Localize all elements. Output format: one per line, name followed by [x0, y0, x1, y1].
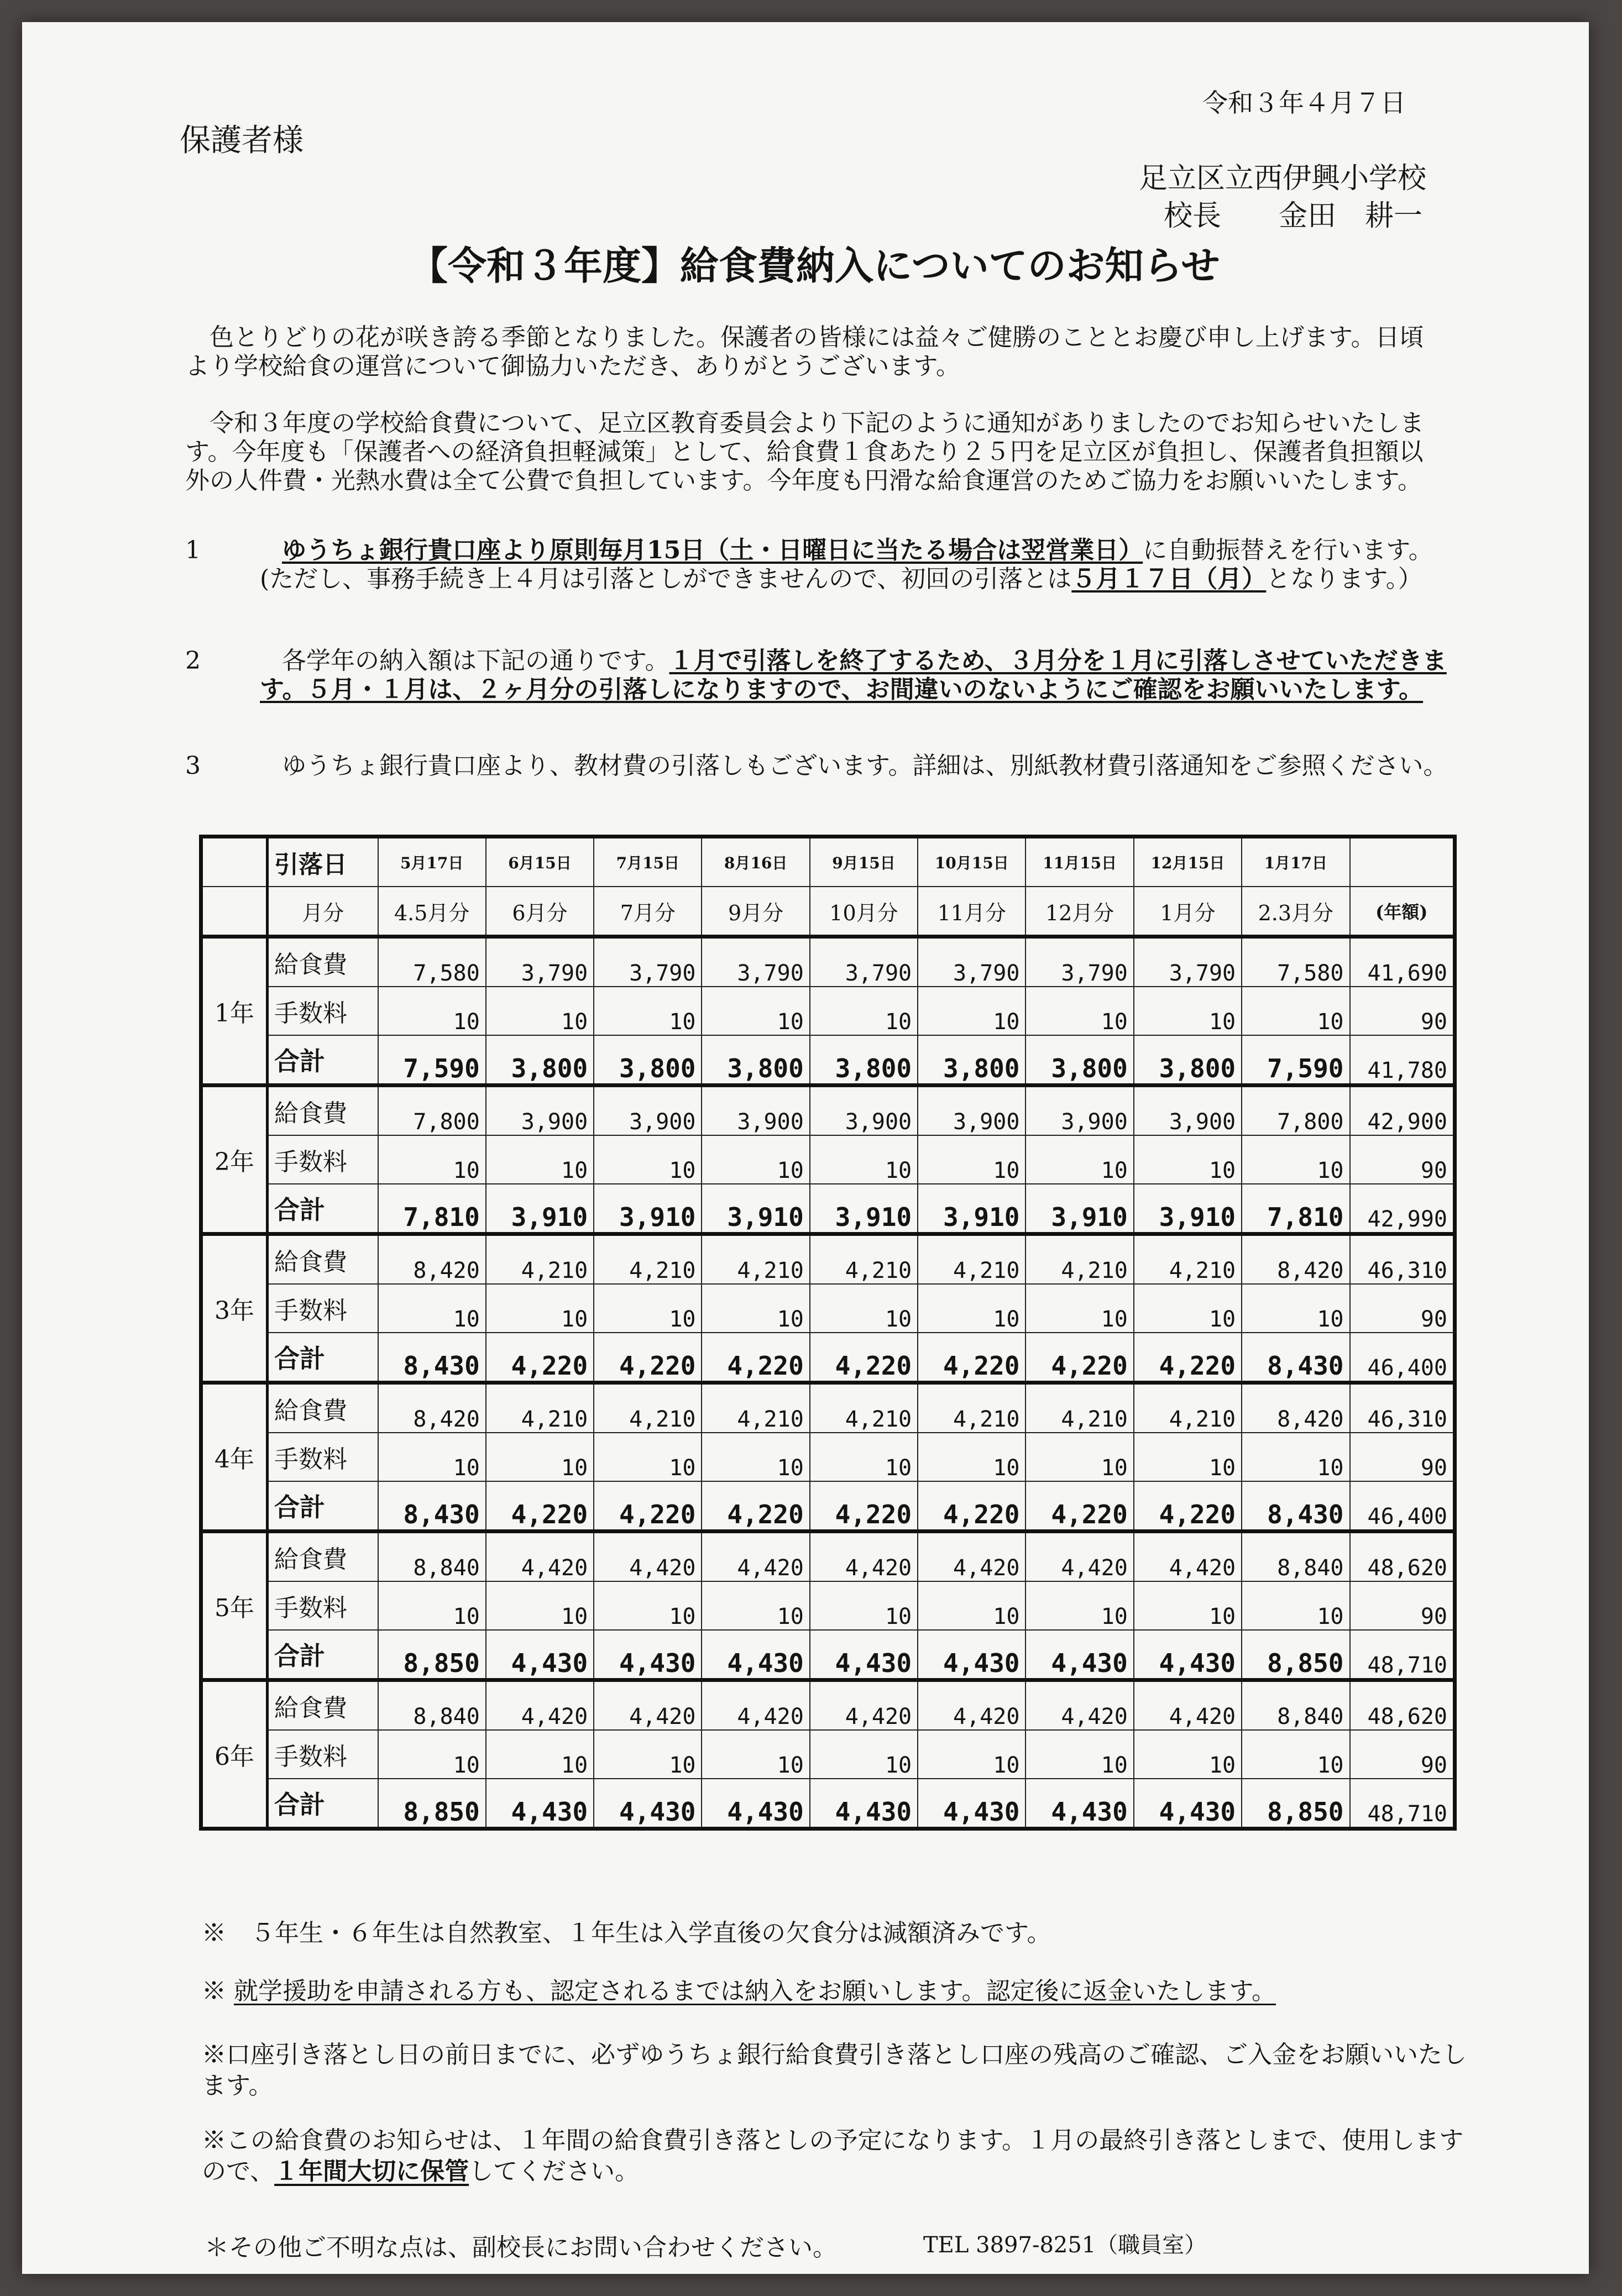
amount-cell: 10	[1134, 1433, 1242, 1481]
amount-cell: 10	[1025, 987, 1133, 1035]
amount-cell: 10	[486, 1284, 594, 1333]
amount-cell: 3,800	[1134, 1035, 1242, 1086]
annual-amount: 42,900	[1350, 1086, 1455, 1136]
annual-amount: 90	[1350, 987, 1455, 1035]
amount-cell: 7,580	[378, 937, 486, 987]
withdrawal-date: 9月15日	[810, 837, 918, 887]
note-4-emphasis: １年間大切に保管	[274, 2157, 469, 2185]
amount-cell: 10	[918, 987, 1025, 1035]
row-label: 合計	[268, 1184, 378, 1234]
amount-cell: 7,590	[378, 1035, 486, 1086]
document-date: 令和３年４月７日	[1202, 88, 1406, 118]
amount-cell: 3,910	[702, 1184, 809, 1234]
total-row	[201, 1779, 1455, 1829]
amount-cell: 10	[1242, 1730, 1349, 1779]
amount-cell: 3,790	[810, 937, 918, 987]
amount-cell: 4,430	[810, 1779, 918, 1829]
amount-cell: 4,430	[594, 1779, 702, 1829]
amount-cell: 4,220	[594, 1333, 702, 1383]
amount-cell: 4,210	[810, 1234, 918, 1285]
amount-cell: 10	[378, 1433, 486, 1481]
handling-fee-row	[201, 1135, 1455, 1184]
amount-cell: 4,210	[486, 1234, 594, 1285]
item-2-emphasis: １月で引落しを終了するため、３月分を１月に引落しさせていただきます。５月・１月は、２ヶ月分の引落しになりますので、お間違いのないようにご確認をお願いいたします。	[260, 647, 1447, 704]
total-row	[201, 1481, 1455, 1532]
amount-cell: 8,850	[1242, 1779, 1349, 1829]
withdrawal-date: 11月15日	[1025, 837, 1133, 887]
amount-cell: 10	[918, 1135, 1025, 1184]
note-4	[202, 2125, 1473, 2187]
amount-cell: 8,840	[1242, 1532, 1349, 1582]
amount-cell: 8,420	[378, 1383, 486, 1433]
annual-amount: 48,710	[1350, 1779, 1455, 1829]
amount-cell: 4,210	[810, 1383, 918, 1433]
item-number: 1	[185, 536, 201, 564]
item-1-tail: となります。）	[1266, 565, 1422, 593]
annual-amount: 48,710	[1350, 1630, 1455, 1680]
withdrawal-date: 7月15日	[594, 837, 702, 887]
row-label: 手数料	[268, 1433, 378, 1481]
amount-cell: 3,790	[918, 937, 1025, 987]
amount-cell: 8,420	[378, 1234, 486, 1285]
amount-cell: 8,430	[1242, 1333, 1349, 1383]
amount-cell: 10	[918, 1581, 1025, 1630]
amount-cell: 4,430	[702, 1779, 809, 1829]
amount-cell: 10	[918, 1433, 1025, 1481]
amount-cell: 4,430	[918, 1630, 1025, 1680]
amount-cell: 10	[1025, 1433, 1133, 1481]
amount-cell: 4,420	[1134, 1680, 1242, 1731]
amount-cell: 10	[702, 1433, 809, 1481]
table-corner	[201, 837, 268, 887]
amount-cell: 4,420	[486, 1680, 594, 1731]
amount-cell: 3,910	[486, 1184, 594, 1234]
annual-amount: 48,620	[1350, 1680, 1455, 1731]
amount-cell: 8,840	[378, 1532, 486, 1582]
note-mark: ※	[202, 1977, 226, 2005]
grade-label: 4年	[201, 1383, 268, 1532]
amount-cell: 4,430	[1134, 1630, 1242, 1680]
annual-amount: 90	[1350, 1135, 1455, 1184]
amount-cell: 3,900	[594, 1086, 702, 1136]
amount-cell: 4,220	[918, 1481, 1025, 1532]
amount-cell: 10	[594, 1433, 702, 1481]
note-2	[202, 1976, 1473, 2007]
row-label: 手数料	[268, 1135, 378, 1184]
amount-cell: 4,430	[1134, 1779, 1242, 1829]
table-row-dates	[201, 837, 1455, 887]
amount-cell: 10	[594, 987, 702, 1035]
amount-cell: 8,430	[378, 1333, 486, 1383]
amount-cell: 10	[1242, 1433, 1349, 1481]
row-label: 手数料	[268, 987, 378, 1035]
contact-text: ＊その他ご不明な点は、副校長にお問い合わせください。	[205, 2234, 837, 2262]
amount-cell: 8,430	[378, 1481, 486, 1532]
row-label: 給食費	[268, 1383, 378, 1433]
item-1-text: に自動振替えを行います。(ただし、事務手続き上４月は引落としができませんので、初回の引落とは	[260, 536, 1433, 593]
note-2-text: 就学援助を申請される方も、認定されるまでは納入をお願いします。認定後に返金いたします。	[234, 1977, 1276, 2005]
item-1-emphasis: ゆうちょ銀行貴口座より原則毎月15日（土・日曜日に当たる場合は翌営業日）	[282, 536, 1143, 564]
amount-cell: 10	[702, 987, 809, 1035]
amount-cell: 4,210	[1025, 1234, 1133, 1285]
annual-amount: 90	[1350, 1730, 1455, 1779]
amount-cell: 10	[486, 1581, 594, 1630]
amount-cell: 3,790	[1025, 937, 1133, 987]
amount-cell: 10	[594, 1730, 702, 1779]
item-number: 3	[185, 752, 201, 780]
amount-cell: 7,810	[1242, 1184, 1349, 1234]
school-lunch-fee-row	[201, 1532, 1455, 1582]
withdrawal-date: 10月15日	[918, 837, 1025, 887]
amount-cell: 3,790	[594, 937, 702, 987]
billing-month: 6月分	[486, 887, 594, 937]
amount-cell: 10	[594, 1135, 702, 1184]
billing-month: 9月分	[702, 887, 809, 937]
row-label: 合計	[268, 1630, 378, 1680]
amount-cell: 3,900	[1134, 1086, 1242, 1136]
billing-month: 2.3月分	[1242, 887, 1349, 937]
item-3	[260, 752, 1448, 780]
grade-label: 6年	[201, 1680, 268, 1829]
amount-cell: 4,430	[486, 1630, 594, 1680]
amount-cell: 10	[1025, 1135, 1133, 1184]
amount-cell: 10	[1134, 1581, 1242, 1630]
amount-cell: 10	[810, 1284, 918, 1333]
row-label: 合計	[268, 1035, 378, 1086]
amount-cell: 10	[1025, 1284, 1133, 1333]
withdrawal-date: 5月17日	[378, 837, 486, 887]
annual-amount: 41,780	[1350, 1035, 1455, 1086]
note-3: ※口座引き落とし日の前日までに、必ずゆうちょ銀行給食費引き落とし口座の残高のご確認、ご入金をお願いいたします。	[202, 2041, 1467, 2100]
annual-amount: 41,690	[1350, 937, 1455, 987]
billing-month: 11月分	[918, 887, 1025, 937]
amount-cell: 4,430	[810, 1630, 918, 1680]
school-lunch-fee-row	[201, 1383, 1455, 1433]
amount-cell: 7,800	[1242, 1086, 1349, 1136]
amount-cell: 10	[1134, 987, 1242, 1035]
amount-cell: 3,910	[594, 1184, 702, 1234]
row-label: 給食費	[268, 1086, 378, 1136]
amount-cell: 4,420	[486, 1532, 594, 1582]
amount-cell: 10	[486, 987, 594, 1035]
principal-name: 校長 金田 耕一	[1164, 200, 1423, 233]
amount-cell: 4,220	[486, 1481, 594, 1532]
withdrawal-date: 1月17日	[1242, 837, 1349, 887]
amount-cell: 10	[378, 1581, 486, 1630]
grade-label: 5年	[201, 1532, 268, 1680]
total-row	[201, 1333, 1455, 1383]
school-name: 足立区立西伊興小学校	[1139, 162, 1427, 195]
amount-cell: 10	[1242, 987, 1349, 1035]
amount-cell: 10	[486, 1730, 594, 1779]
amount-cell: 4,220	[1025, 1481, 1133, 1532]
annual-amount: 46,310	[1350, 1234, 1455, 1285]
amount-cell: 3,910	[1025, 1184, 1133, 1234]
amount-cell: 7,800	[378, 1086, 486, 1136]
handling-fee-row	[201, 987, 1455, 1035]
amount-cell: 10	[918, 1730, 1025, 1779]
amount-cell: 10	[1025, 1581, 1133, 1630]
row-label: 合計	[268, 1481, 378, 1532]
amount-cell: 8,420	[1242, 1234, 1349, 1285]
amount-cell: 10	[486, 1433, 594, 1481]
intro-paragraph-2: 令和３年度の学校給食費について、足立区教育委員会より下記のように通知がありましたのでお知らせいたします。今年度も「保護者への経済負担軽減策」として、給食費１食あたり２５円を足立区が負担し、保護者負担額以外の人件費・光熱水費は全て公費で負担しています。今年度も円滑な給食運営のためご協力をお願いいたします。	[185, 409, 1424, 495]
document-page	[22, 22, 1589, 2274]
handling-fee-row	[201, 1433, 1455, 1481]
item-1-date: ５月１７日（月）	[1071, 565, 1267, 593]
amount-cell: 4,420	[594, 1680, 702, 1731]
annual-label: (年額)	[1350, 887, 1455, 937]
amount-cell: 8,850	[1242, 1630, 1349, 1680]
amount-cell: 3,800	[486, 1035, 594, 1086]
amount-cell: 4,430	[918, 1779, 1025, 1829]
amount-cell: 8,840	[1242, 1680, 1349, 1731]
row-label: 合計	[268, 1779, 378, 1829]
row-label: 給食費	[268, 1532, 378, 1582]
school-lunch-fee-row	[201, 1680, 1455, 1731]
amount-cell: 10	[378, 1284, 486, 1333]
amount-cell: 10	[1242, 1135, 1349, 1184]
total-row	[201, 1184, 1455, 1234]
grade-label: 2年	[201, 1086, 268, 1234]
note-1: ※ ５年生・６年生は自然教室、１年生は入学直後の欠食分は減額済みです。	[202, 1919, 1051, 1947]
amount-cell: 4,420	[918, 1680, 1025, 1731]
amount-cell: 3,790	[702, 937, 809, 987]
row-label: 手数料	[268, 1581, 378, 1630]
amount-cell: 4,220	[702, 1333, 809, 1383]
amount-cell: 4,420	[1025, 1680, 1133, 1731]
grade-label: 3年	[201, 1234, 268, 1383]
row-label: 給食費	[268, 1234, 378, 1285]
amount-cell: 4,220	[1134, 1481, 1242, 1532]
item-2	[260, 647, 1448, 704]
amount-cell: 3,800	[810, 1035, 918, 1086]
amount-cell: 4,220	[594, 1481, 702, 1532]
amount-cell: 8,850	[378, 1630, 486, 1680]
item-2-text: 各学年の納入額は下記の通りです。	[282, 647, 669, 675]
amount-cell: 4,220	[810, 1333, 918, 1383]
amount-cell: 8,430	[1242, 1481, 1349, 1532]
empty-cell	[1350, 837, 1455, 887]
amount-cell: 4,210	[594, 1383, 702, 1433]
amount-cell: 3,800	[918, 1035, 1025, 1086]
school-lunch-fee-row	[201, 1234, 1455, 1285]
amount-cell: 4,420	[810, 1680, 918, 1731]
amount-cell: 10	[1242, 1284, 1349, 1333]
amount-cell: 8,850	[378, 1779, 486, 1829]
amount-cell: 8,840	[378, 1680, 486, 1731]
amount-cell: 4,220	[1025, 1333, 1133, 1383]
addressee: 保護者様	[180, 123, 304, 159]
amount-cell: 4,210	[702, 1383, 809, 1433]
annual-amount: 48,620	[1350, 1532, 1455, 1582]
amount-cell: 4,430	[594, 1630, 702, 1680]
amount-cell: 10	[378, 1730, 486, 1779]
amount-cell: 3,910	[918, 1184, 1025, 1234]
annual-amount: 46,400	[1350, 1333, 1455, 1383]
amount-cell: 4,210	[1134, 1383, 1242, 1433]
annual-amount: 42,990	[1350, 1184, 1455, 1234]
amount-cell: 3,900	[702, 1086, 809, 1136]
amount-cell: 4,210	[702, 1234, 809, 1285]
row-label: 手数料	[268, 1284, 378, 1333]
amount-cell: 4,210	[1134, 1234, 1242, 1285]
row-label-withdrawal-date: 引落日	[268, 837, 378, 887]
billing-month: 10月分	[810, 887, 918, 937]
amount-cell: 4,420	[810, 1532, 918, 1582]
billing-month: 12月分	[1025, 887, 1133, 937]
row-label: 給食費	[268, 1680, 378, 1731]
total-row	[201, 1035, 1455, 1086]
billing-month: 7月分	[594, 887, 702, 937]
school-lunch-fee-row	[201, 1086, 1455, 1136]
amount-cell: 10	[702, 1284, 809, 1333]
amount-cell: 4,420	[594, 1532, 702, 1582]
amount-cell: 7,810	[378, 1184, 486, 1234]
total-row	[201, 1630, 1455, 1680]
amount-cell: 3,800	[1025, 1035, 1133, 1086]
telephone: TEL 3897-8251（職員室）	[923, 2232, 1207, 2258]
amount-cell: 10	[594, 1284, 702, 1333]
billing-month: 1月分	[1134, 887, 1242, 937]
amount-cell: 4,420	[702, 1680, 809, 1731]
billing-month: 4.5月分	[378, 887, 486, 937]
row-label-month: 月分	[268, 887, 378, 937]
amount-cell: 10	[1025, 1730, 1133, 1779]
annual-amount: 46,310	[1350, 1383, 1455, 1433]
amount-cell: 4,220	[702, 1481, 809, 1532]
amount-cell: 4,430	[486, 1779, 594, 1829]
withdrawal-date: 8月16日	[702, 837, 809, 887]
amount-cell: 3,900	[1025, 1086, 1133, 1136]
handling-fee-row	[201, 1284, 1455, 1333]
amount-cell: 3,900	[918, 1086, 1025, 1136]
amount-cell: 10	[486, 1135, 594, 1184]
annual-amount: 90	[1350, 1581, 1455, 1630]
amount-cell: 3,800	[594, 1035, 702, 1086]
amount-cell: 10	[1134, 1284, 1242, 1333]
amount-cell: 4,430	[702, 1630, 809, 1680]
amount-cell: 4,420	[1134, 1532, 1242, 1582]
amount-cell: 10	[810, 987, 918, 1035]
withdrawal-date: 6月15日	[486, 837, 594, 887]
amount-cell: 10	[810, 1135, 918, 1184]
row-label: 手数料	[268, 1730, 378, 1779]
row-label: 合計	[268, 1333, 378, 1383]
amount-cell: 4,420	[1025, 1532, 1133, 1582]
amount-cell: 10	[702, 1730, 809, 1779]
amount-cell: 4,220	[486, 1333, 594, 1383]
amount-cell: 3,910	[1134, 1184, 1242, 1234]
table-corner	[201, 887, 268, 937]
amount-cell: 4,220	[1134, 1333, 1242, 1383]
amount-cell: 7,590	[1242, 1035, 1349, 1086]
note-4-text: ※この給食費のお知らせは、１年間の給食費引き落としの予定になります。１月の最終引き落としまで、使用しますので、	[202, 2126, 1464, 2185]
amount-cell: 8,420	[1242, 1383, 1349, 1433]
item-1	[260, 536, 1448, 594]
amount-cell: 4,210	[918, 1234, 1025, 1285]
withdrawal-date: 12月15日	[1134, 837, 1242, 887]
amount-cell: 10	[918, 1284, 1025, 1333]
item-number: 2	[185, 647, 201, 675]
amount-cell: 10	[1134, 1135, 1242, 1184]
note-4-tail: してください。	[469, 2157, 640, 2185]
amount-cell: 10	[810, 1433, 918, 1481]
amount-cell: 4,220	[810, 1481, 918, 1532]
document-title: 【令和３年度】給食費納入についてのお知らせ	[409, 243, 1220, 289]
amount-cell: 10	[378, 1135, 486, 1184]
amount-cell: 3,900	[486, 1086, 594, 1136]
amount-cell: 3,900	[810, 1086, 918, 1136]
amount-cell: 4,210	[918, 1383, 1025, 1433]
handling-fee-row	[201, 1730, 1455, 1779]
amount-cell: 4,210	[1025, 1383, 1133, 1433]
annual-amount: 90	[1350, 1284, 1455, 1333]
item-3-text: ゆうちょ銀行貴口座より、教材費の引落しもございます。詳細は、別紙教材費引落通知をご参照ください。	[282, 752, 1448, 780]
fee-table	[199, 835, 1457, 1831]
amount-cell: 4,420	[702, 1532, 809, 1582]
amount-cell: 10	[702, 1581, 809, 1630]
handling-fee-row	[201, 1581, 1455, 1630]
amount-cell: 3,790	[486, 937, 594, 987]
row-label: 給食費	[268, 937, 378, 987]
amount-cell: 4,430	[1025, 1779, 1133, 1829]
intro-paragraph-1: 色とりどりの花が咲き誇る季節となりました。保護者の皆様には益々ご健勝のこととお慶び申し上げます。日頃より学校給食の運営について御協力いただき、ありがとうございます。	[185, 323, 1424, 380]
amount-cell: 4,210	[486, 1383, 594, 1433]
school-lunch-fee-row	[201, 937, 1455, 987]
amount-cell: 3,790	[1134, 937, 1242, 987]
amount-cell: 4,210	[594, 1234, 702, 1285]
amount-cell: 10	[702, 1135, 809, 1184]
amount-cell: 3,910	[810, 1184, 918, 1234]
amount-cell: 10	[810, 1730, 918, 1779]
amount-cell: 4,220	[918, 1333, 1025, 1383]
grade-label: 1年	[201, 937, 268, 1086]
amount-cell: 10	[594, 1581, 702, 1630]
annual-amount: 46,400	[1350, 1481, 1455, 1532]
amount-cell: 4,420	[918, 1532, 1025, 1582]
amount-cell: 10	[1134, 1730, 1242, 1779]
amount-cell: 7,580	[1242, 937, 1349, 987]
amount-cell: 4,430	[1025, 1630, 1133, 1680]
amount-cell: 3,800	[702, 1035, 809, 1086]
table-row-months	[201, 887, 1455, 937]
annual-amount: 90	[1350, 1433, 1455, 1481]
amount-cell: 10	[378, 987, 486, 1035]
amount-cell: 10	[810, 1581, 918, 1630]
amount-cell: 10	[1242, 1581, 1349, 1630]
